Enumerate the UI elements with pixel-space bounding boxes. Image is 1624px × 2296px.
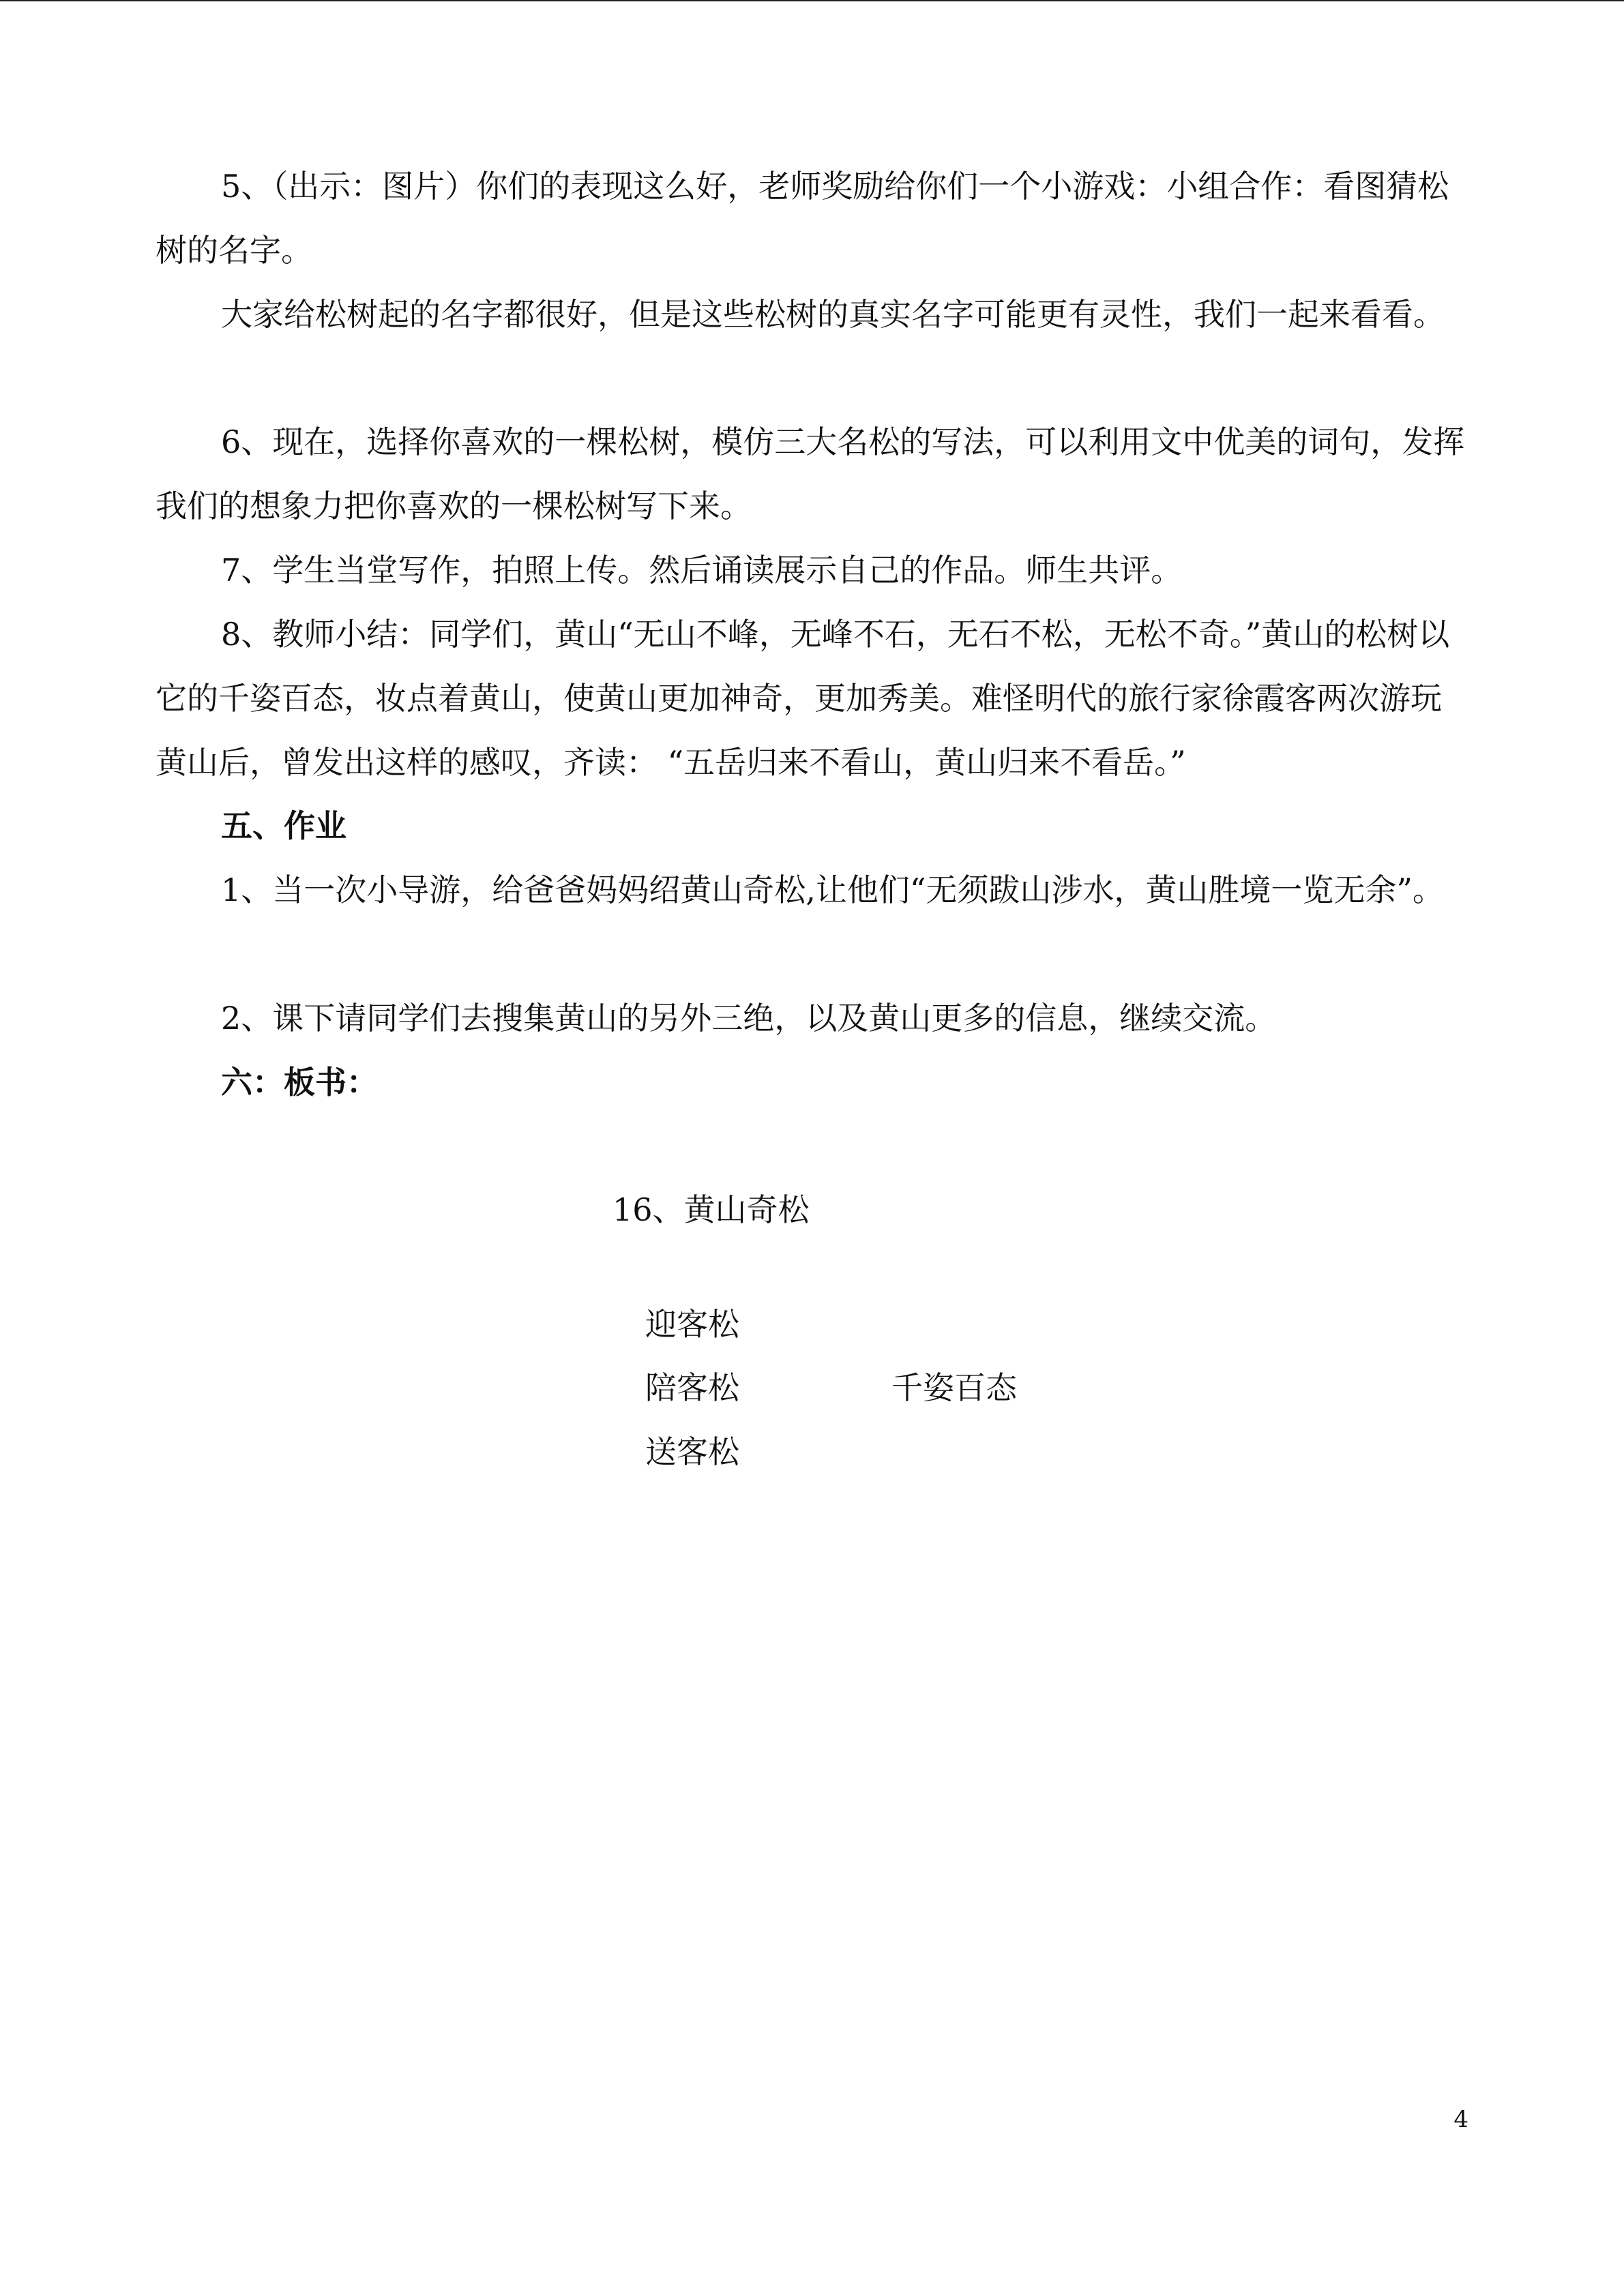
homework-item-1: 1、当一次小导游，给爸爸妈妈绍黄山奇松,让他们“无须跋山涉水，黄山胜境一览无余”。 [221, 871, 1444, 908]
board-pine-farewell: 送客松 [645, 1433, 739, 1470]
board-pine-accompany: 陪客松 [645, 1369, 739, 1406]
section-heading-board: 六：板书： [221, 1064, 378, 1101]
board-summary: 千姿百态 [891, 1369, 1017, 1406]
board-title: 16、黄山奇松 [612, 1191, 810, 1228]
paragraph-teacher-summary: 8、教师小结：同学们，黄山“无山不峰，无峰不石，无石不松，无松不奇。”黄山的松树以它的千姿百态，妆点着黄山，使黄山更加神奇，更加秀美。难怪明代的旅行家徐霞客两次游玩黄山后，曾发出这样的感叹，齐读： “五岳归来不看山，黄山归来不看岳。” [156, 616, 1450, 781]
paragraph-real-names: 大家给松树起的名字都很好，但是这些松树的真实名字可能更有灵性，我们一起来看看。 [221, 296, 1445, 333]
board-pine-welcome: 迎客松 [645, 1306, 739, 1343]
paragraph-writing-task: 6、现在，选择你喜欢的一棵松树，模仿三大名松的写法，可以利用文中优美的词句，发挥我们的想象力把你喜欢的一棵松树写下来。 [156, 423, 1465, 524]
paragraph-guess-pine-names: 5、（出示：图片）你们的表现这么好，老师奖励给你们一个小游戏：小组合作：看图猜松树的名字。 [156, 168, 1449, 269]
paragraph-class-writing: 7、学生当堂写作，拍照上传。然后诵读展示自己的作品。师生共评。 [221, 552, 1183, 588]
homework-item-2: 2、课下请同学们去搜集黄山的另外三绝，以及黄山更多的信息，继续交流。 [221, 1000, 1277, 1037]
section-heading-homework: 五、作业 [221, 807, 346, 844]
page-number: 4 [1453, 2106, 1468, 2133]
